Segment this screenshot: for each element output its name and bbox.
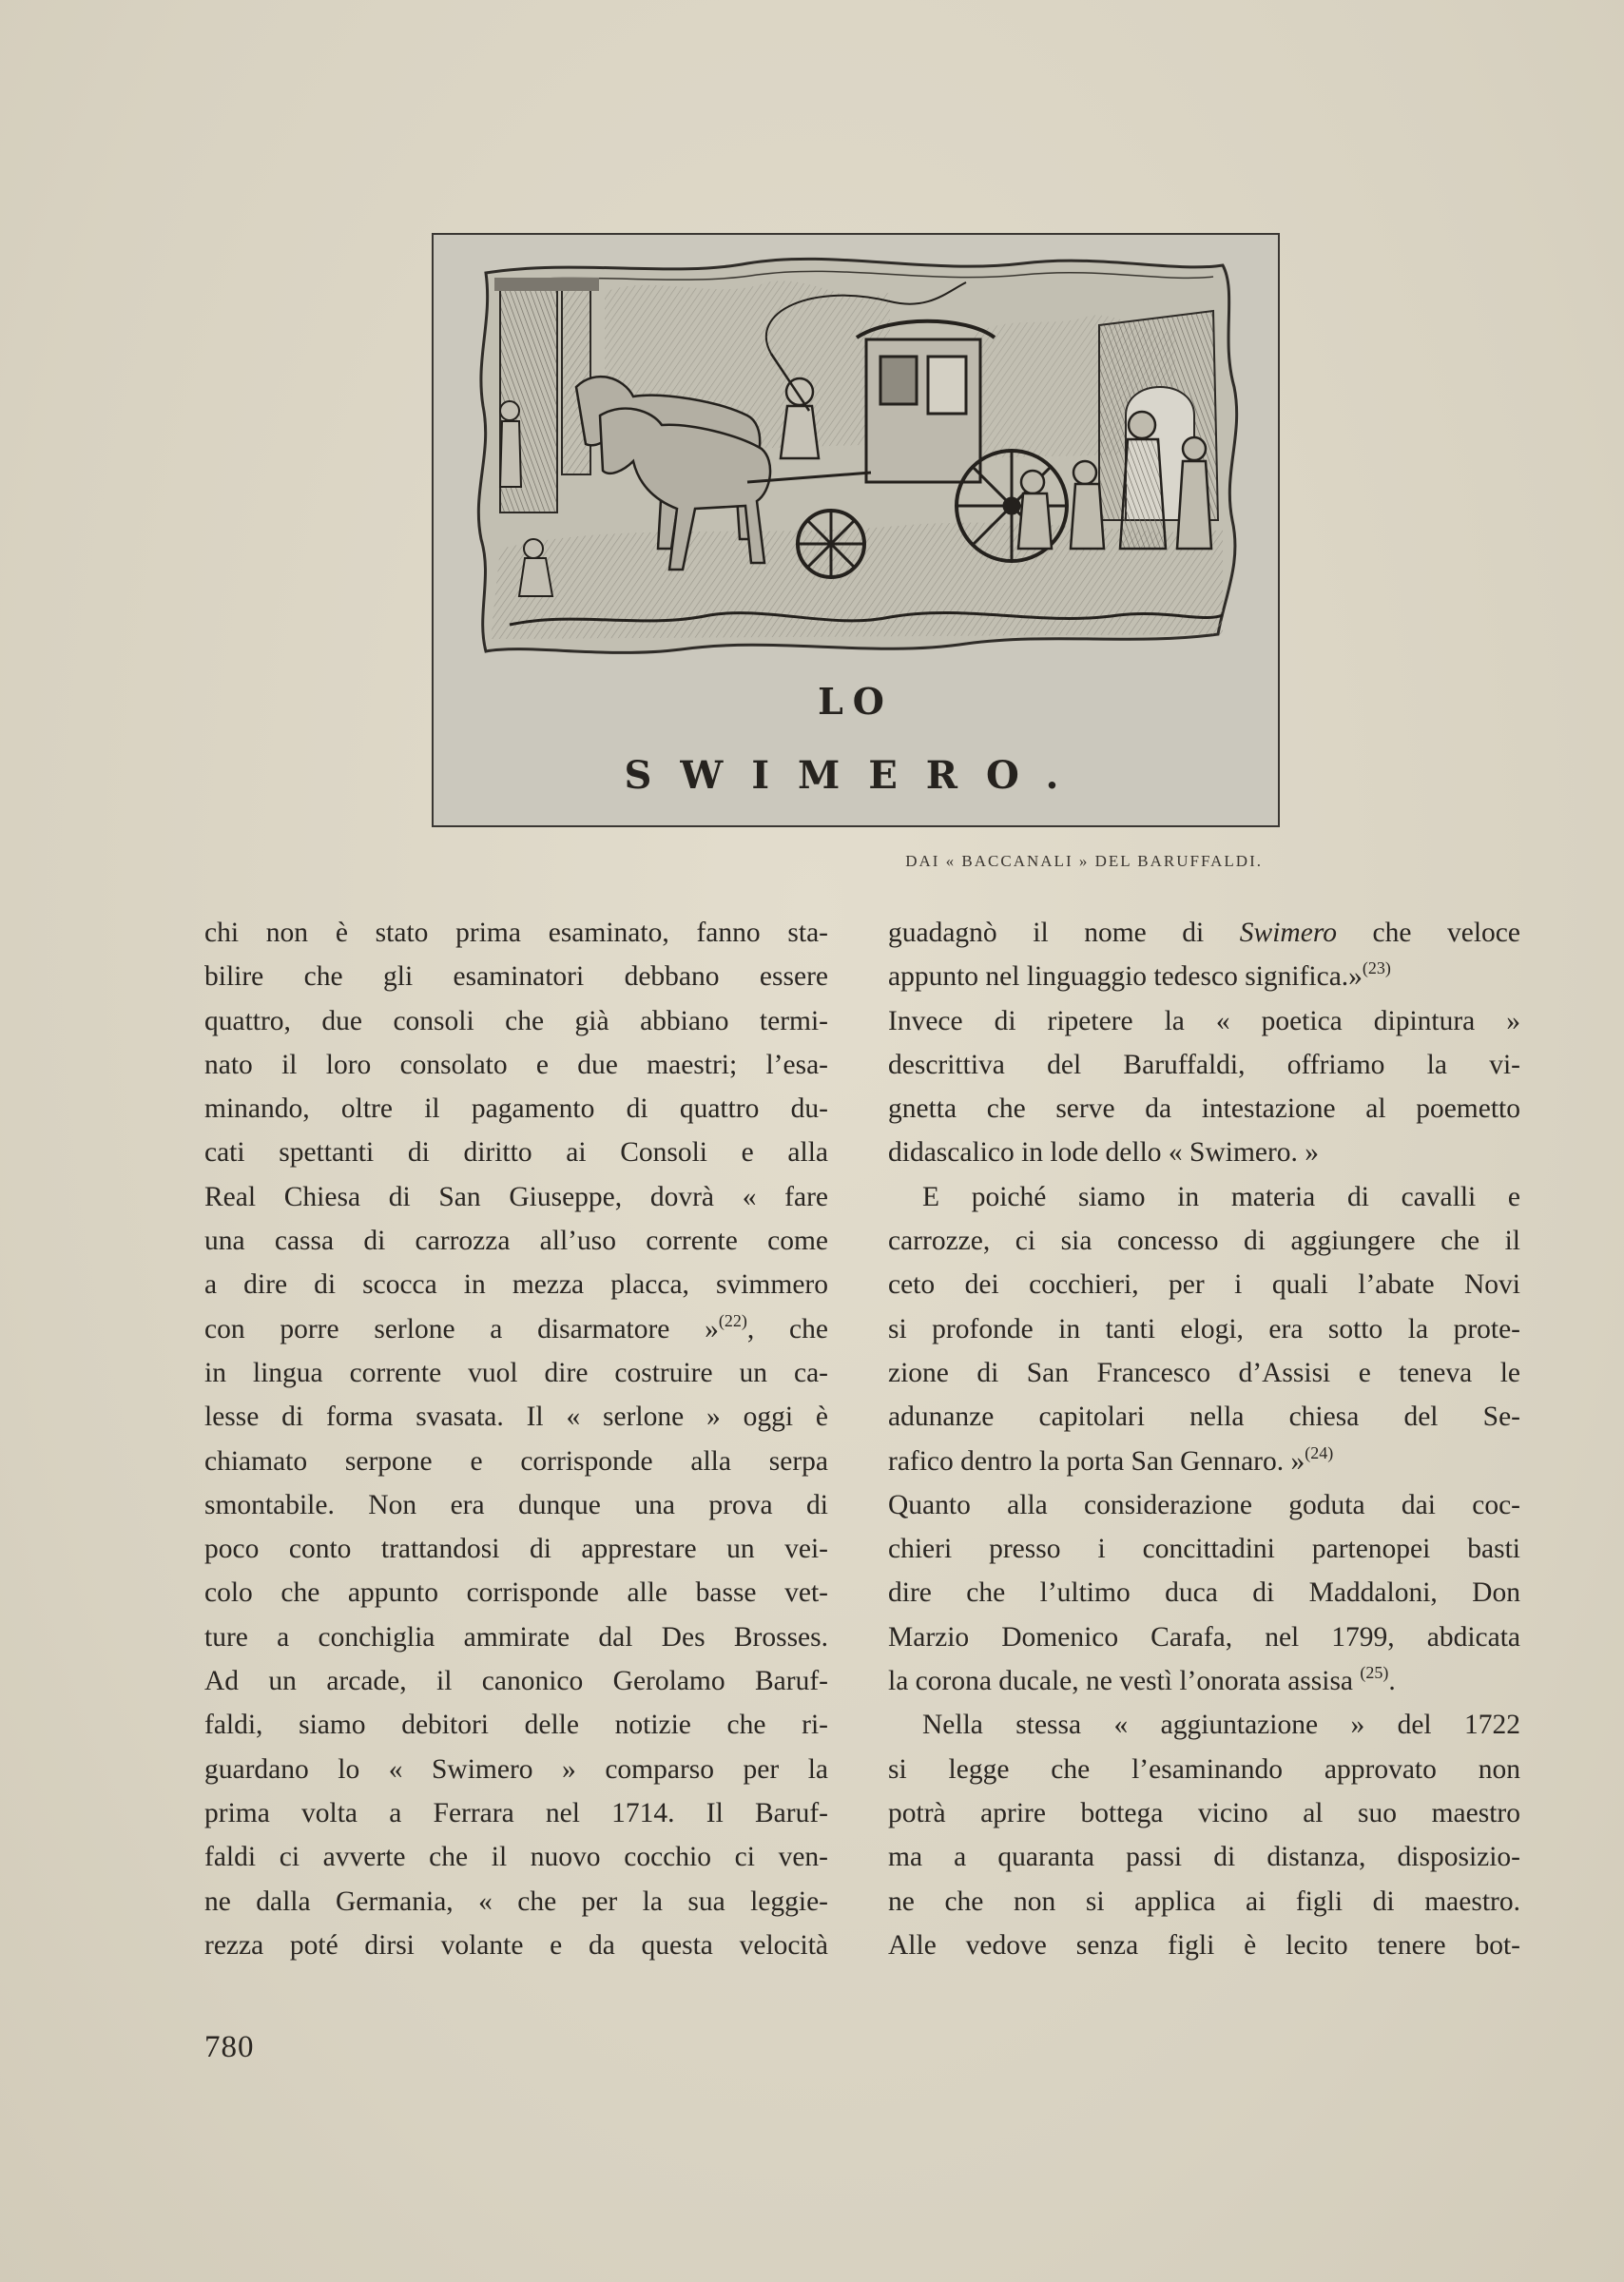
text-line: Real Chiesa di San Giuseppe, dovrà « fare [204, 1181, 828, 1212]
text-line: colo che appunto corrisponde alle basse vet- [204, 1577, 828, 1609]
text-fragment: rafico dentro la porta San Gennaro. » [888, 1445, 1305, 1477]
footnote-ref-22: (22) [718, 1310, 747, 1330]
text-line: Alle vedove senza figli è lecito tenere bot- [888, 1929, 1520, 1961]
text-line: ture a conchiglia ammirate dal Des Brosses. [204, 1621, 828, 1653]
plate-caption: DAI « BACCANALI » DEL BARUFFALDI. [905, 852, 1263, 870]
text-fragment: . [1388, 1666, 1396, 1697]
text-line: si legge che l’esaminando approvato non [888, 1753, 1520, 1785]
footnote-ref-23: (23) [1362, 958, 1391, 978]
text-line: in lingua corrente vuol dire costruire un ca- [204, 1357, 828, 1388]
paragraph-first-line: Nella stessa « aggiuntazione » del 1722 [922, 1710, 1520, 1741]
text-line: faldi ci avverte che il nuovo cocchio ci ven- [204, 1842, 828, 1873]
text-line-with-italic [888, 911, 1520, 955]
text-fragment: con porre serlone a disarmatore » [204, 1313, 719, 1344]
text-line: cati spettanti di diritto ai Consoli e alla [204, 1137, 828, 1169]
plate-title-line1: LO [818, 680, 894, 723]
text-line-with-footnote [204, 1307, 828, 1351]
text-line: guardano lo « Swimero » comparso per la [204, 1753, 828, 1785]
left-text-column [204, 911, 828, 1967]
text-line: prima volta a Ferrara nel 1714. Il Baruf- [204, 1797, 828, 1828]
text-line: Invece di ripetere la « poetica dipintura » [888, 1005, 1520, 1036]
text-line: carrozze, ci sia concesso di aggiungere che il [888, 1226, 1520, 1257]
text-fragment: guadagnò il nome di [888, 918, 1240, 948]
text-line: a dire di scocca in mezza placca, svimmero [204, 1269, 828, 1301]
engraving-plate [432, 233, 1280, 827]
text-line: dire che l’ultimo duca di Maddaloni, Don [888, 1577, 1520, 1609]
text-line: ceto dei cocchieri, per i quali l’abate Novi [888, 1269, 1520, 1301]
footnote-ref-24: (24) [1305, 1442, 1334, 1462]
plate-title-line2: SWIMERO. [624, 753, 1088, 798]
text-line: si profonde in tanti elogi, era sotto la prote- [888, 1313, 1520, 1344]
text-line: Ad un arcade, il canonico Gerolamo Baruf- [204, 1666, 828, 1697]
carriage-engraving-illustration [434, 235, 1278, 825]
text-line: smontabile. Non era dunque una prova di [204, 1489, 828, 1520]
text-fragment: che veloce [1336, 918, 1520, 948]
paragraph-first-line: E poiché siamo in materia di cavalli e [922, 1181, 1520, 1212]
right-text-column [888, 911, 1520, 1967]
text-line-with-footnote [888, 955, 1520, 998]
text-line: poco conto trattandosi di apprestare un vei- [204, 1534, 828, 1565]
text-line: chiamato serpone e corrisponde alla serpa [204, 1445, 828, 1477]
text-fragment: appunto nel linguaggio tedesco significa.» [888, 961, 1363, 993]
text-line: ne dalla Germania, « che per la sua leggie- [204, 1886, 828, 1917]
text-line: una cassa di carrozza all’uso corrente come [204, 1226, 828, 1257]
italic-term-swimero: Swimero [1239, 918, 1337, 948]
text-line: chi non è stato prima esaminato, fanno sta- [204, 918, 828, 948]
text-line: lesse di forma svasata. Il « serlone » oggi è [204, 1402, 828, 1433]
text-line: zione di San Francesco d’Assisi e teneva le [888, 1357, 1520, 1388]
text-line: nato il loro consolato e due maestri; l’esa- [204, 1049, 828, 1080]
text-line: ne che non si applica ai figli di maestro. [888, 1886, 1520, 1917]
page-number: 780 [204, 2030, 255, 2064]
text-line: quattro, due consoli che già abbiano termi- [204, 1005, 828, 1036]
text-line: chieri presso i concittadini partenopei basti [888, 1534, 1520, 1565]
text-line: gnetta che serve da intestazione al poemetto [888, 1093, 1520, 1125]
text-line: faldi, siamo debitori delle notizie che ri- [204, 1710, 828, 1741]
text-line: rezza poté dirsi volante e da questa velocità [204, 1929, 828, 1961]
text-fragment: , che [746, 1313, 828, 1344]
text-line: descrittiva del Baruffaldi, offriamo la vi- [888, 1049, 1520, 1080]
text-line: bilire che gli esaminatori debbano essere [204, 961, 828, 993]
text-line: Marzio Domenico Carafa, nel 1799, abdicata [888, 1621, 1520, 1653]
text-line: potrà aprire bottega vicino al suo maestro [888, 1797, 1520, 1828]
text-line: minando, oltre il pagamento di quattro du- [204, 1093, 828, 1125]
text-line: adunanze capitolari nella chiesa del Se- [888, 1402, 1520, 1433]
text-line-with-footnote [888, 1659, 1520, 1703]
text-line: Quanto alla considerazione goduta dai coc- [888, 1489, 1520, 1520]
footnote-ref-25: (25) [1360, 1663, 1389, 1683]
text-line: didascalico in lode dello « Swimero. » [888, 1137, 1320, 1169]
text-fragment: la corona ducale, ne vestì l’onorata assisa [888, 1666, 1354, 1697]
text-line-with-footnote [888, 1440, 1520, 1483]
text-line: ma a quaranta passi di distanza, disposizio- [888, 1842, 1520, 1873]
